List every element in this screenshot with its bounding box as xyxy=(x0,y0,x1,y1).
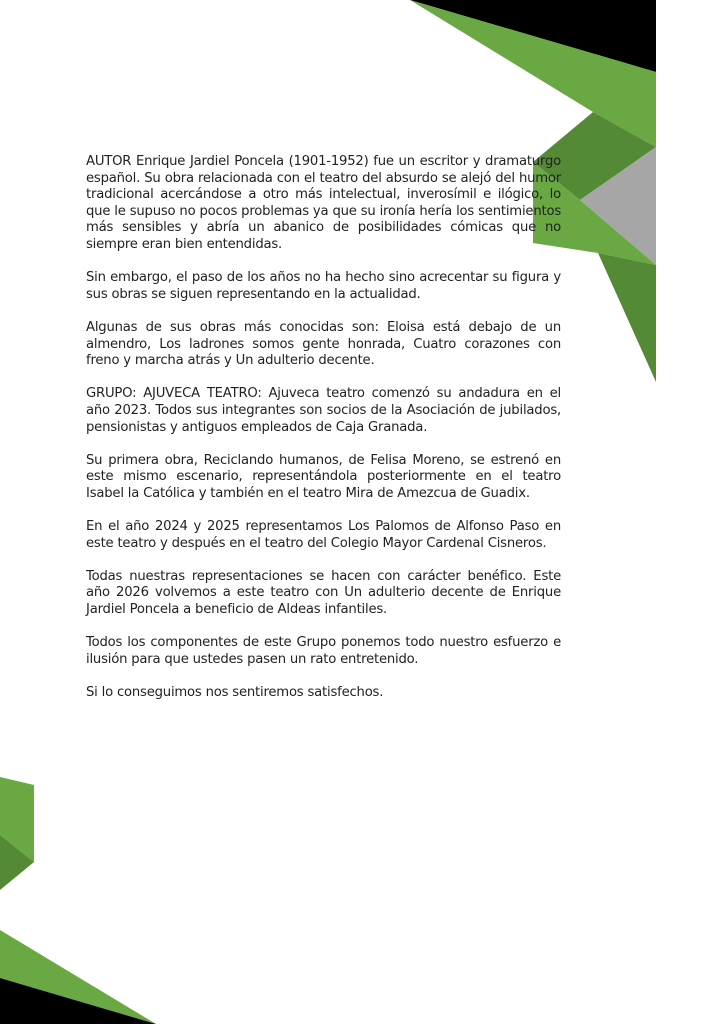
paragraph-group: GRUPO: AJUVECA TEATRO: Ajuveca teatro comenzó su andadura en el año 2023. Todos sus integrantes son socios de la Asociación de jubilados, pensionistas y antiguos empleados de Caja Granada. xyxy=(86,386,561,435)
paragraph-known-works: Algunas de sus obras más conocidas son: Eloisa está debajo de un almendro, Los ladrones somos gente honrada, Cuatro corazones con freno y marcha atrás y Un adulterio decente. xyxy=(86,319,561,369)
body-text xyxy=(86,154,561,718)
paragraph-legacy: Sin embargo, el paso de los años no ha hecho sino acrecentar su figura y sus obras se siguen representando en la actualidad. xyxy=(86,270,561,302)
dark-green-spike xyxy=(598,253,656,382)
paragraph-author: AUTOR Enrique Jardiel Poncela (1901-1952) fue un escritor y dramaturgo español. Su obra relacionada con el teatro del absurdo se alejó del humor tradicional acercándose a otro más intelectual, inverosímil e ilógico, lo que le supuso no pocos problemas ya que su ironía hería los sentimientos más sensibles y abría un abanico de posibilidades cómicas que no siempre eran bien entendidas. xyxy=(86,154,561,252)
paragraph-closing: Si lo conseguimos nos sentiremos satisfechos. xyxy=(86,685,384,700)
paragraph-2024-2025: En el año 2024 y 2025 representamos Los Palomos de Alfonso Paso en este teatro y después en el teatro del Colegio Mayor Cardenal Cisneros. xyxy=(86,519,561,551)
paragraph-first-play: Su primera obra, Reciclando humanos, de Felisa Moreno, se estrenó en este mismo escenario, representándola posteriormente en el teatro Isabel la Católica y también en el teatro Mira de Amezcua de Guadix. xyxy=(86,452,561,501)
paragraph-charity: Todas nuestras representaciones se hacen con carácter benéfico. Este año 2026 volvemos a este teatro con Un adulterio decente de Enrique Jardiel Poncela a beneficio de Aldeas infantiles. xyxy=(86,568,561,618)
paragraph-effort: Todos los componentes de este Grupo ponemos todo nuestro esfuerzo e ilusión para que ustedes pasen un rato entretenido. xyxy=(86,635,561,667)
